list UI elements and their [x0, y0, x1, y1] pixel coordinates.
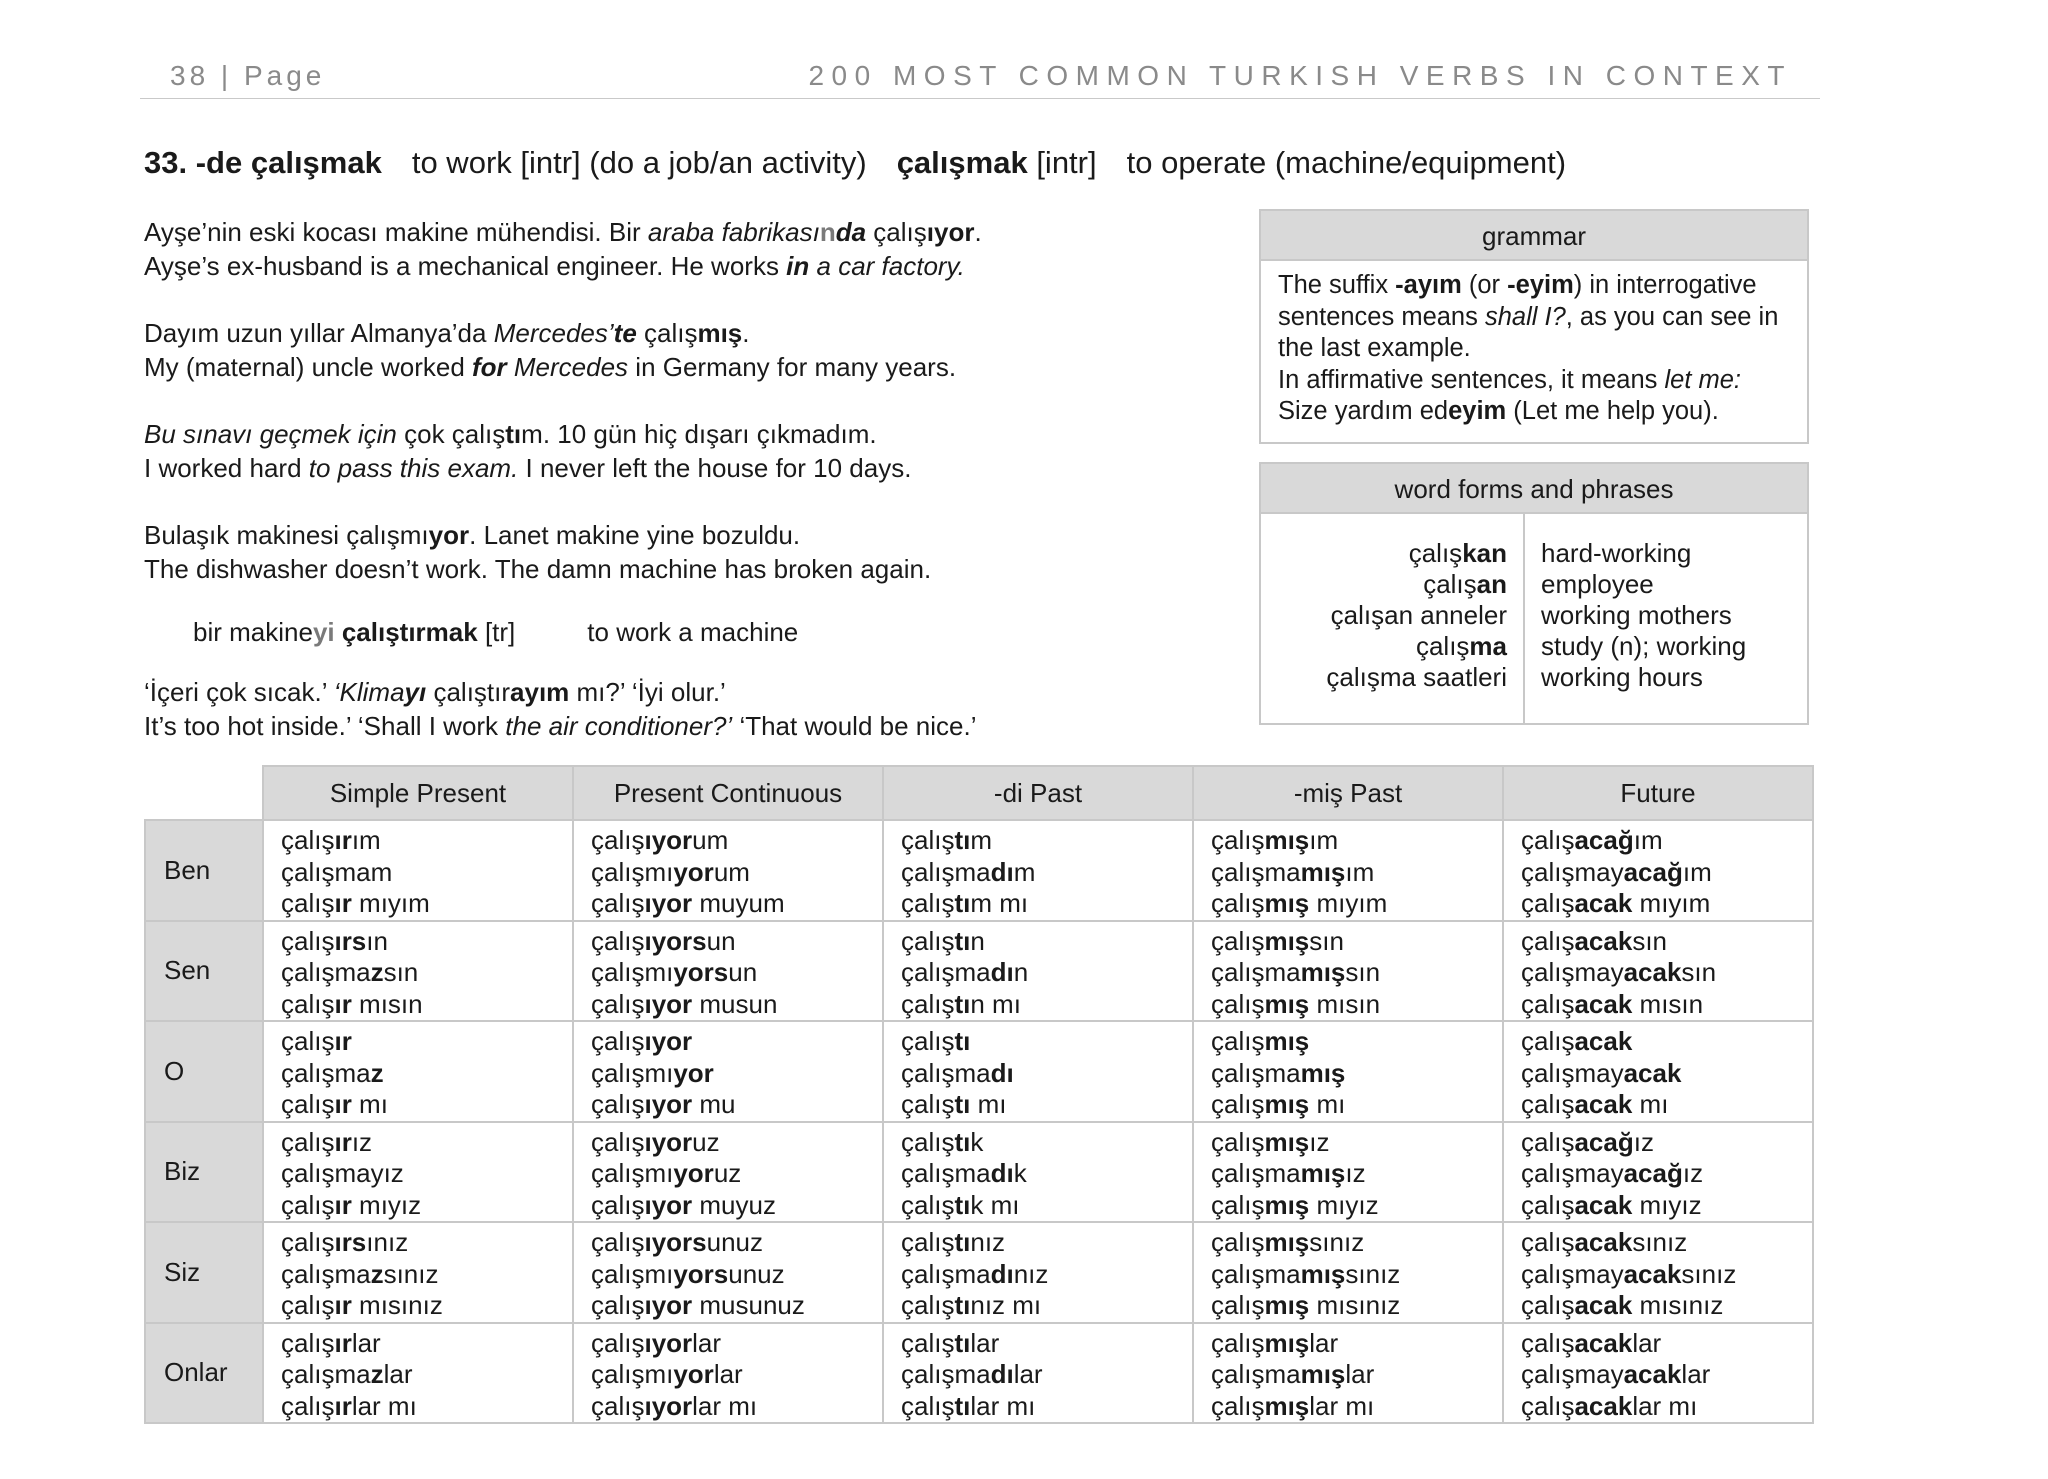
- conjugation-row: [145, 1021, 1813, 1122]
- conjugation-form: çalışmazlar: [281, 1359, 413, 1389]
- column-header: Present Continuous: [573, 766, 883, 820]
- conjugation-form: çalıştım: [901, 825, 993, 855]
- conjugation-form: çalışırsınız: [281, 1227, 409, 1257]
- conjugation-form: çalışmamış: [1211, 1057, 1346, 1088]
- conjugation-form: çalışmışız: [1211, 1126, 1330, 1157]
- conjugation-form: çalışmadık: [901, 1158, 1027, 1188]
- conjugation-form: çalışacak mısınız: [1521, 1290, 1724, 1320]
- conjugation-form: çalışacağım: [1521, 825, 1663, 855]
- example-english: I worked hard to pass this exam. I never left the house for 10 days.: [144, 453, 912, 483]
- conjugation-form: çalışırız: [281, 1126, 373, 1157]
- conjugation-cell: [883, 1122, 1193, 1223]
- conjugation-form: çalışır mı: [281, 1089, 388, 1119]
- conjugation-cell: [573, 1122, 883, 1223]
- conjugation-form: çalıştı mı: [901, 1089, 1007, 1119]
- conjugation-form: çalıştınız mı: [901, 1290, 1042, 1320]
- grammar-heading: grammar: [1261, 211, 1807, 261]
- conjugation-cell: [573, 1021, 883, 1122]
- conjugation-cell: [263, 921, 573, 1022]
- conjugation-form: çalışır mıyız: [281, 1189, 422, 1220]
- example-sentences: [144, 215, 1224, 743]
- column-header: Simple Present: [263, 766, 573, 820]
- conjugation-form: çalışıyorsun: [591, 925, 736, 956]
- conjugation-cell: [573, 921, 883, 1022]
- example-turkish: Ayşe’nin eski kocası makine mühendisi. Bir araba fabrikasında çalışıyor.: [144, 217, 982, 247]
- conjugation-form: çalışıyorum: [591, 825, 729, 855]
- conjugation-form: çalışmışsın: [1211, 925, 1344, 956]
- conjugation-form: çalışacak mısın: [1521, 988, 1704, 1019]
- word-forms-english: [1525, 514, 1807, 725]
- word-form-meaning: working mothers: [1541, 600, 1732, 630]
- pronoun-label: Siz: [145, 1222, 263, 1323]
- book-title: 200 MOST COMMON TURKISH VERBS IN CONTEXT: [808, 60, 1792, 91]
- pronoun-label: Onlar: [145, 1323, 263, 1424]
- conjugation-form: çalışırsın: [281, 925, 388, 956]
- word-form: çalışma saatleri: [1326, 662, 1507, 692]
- conjugation-cell: [1503, 1122, 1813, 1223]
- conjugation-form: çalışıyoruz: [591, 1126, 720, 1157]
- conjugation-cell: [883, 1021, 1193, 1122]
- conjugation-form: çalışmam: [281, 856, 393, 887]
- conjugation-form: çalışır: [281, 1026, 352, 1056]
- entry-number: 33.: [144, 145, 188, 180]
- conjugation-form: çalışırlar mı: [281, 1390, 417, 1421]
- word-form-meaning: working hours: [1541, 662, 1703, 692]
- conjugation-row: [145, 1222, 1813, 1323]
- word-form: çalışan anneler: [1330, 600, 1507, 630]
- conjugation-form: çalışmamışım: [1211, 856, 1375, 887]
- conjugation-form: çalışırım: [281, 825, 381, 855]
- example-english: It’s too hot inside.’ ‘Shall I work the air conditioner?’ ‘That would be nice.’: [144, 711, 977, 741]
- conjugation-form: çalışır mıyım: [281, 888, 430, 918]
- conjugation-cell: [1503, 1021, 1813, 1122]
- conjugation-form: çalışacak mı: [1521, 1089, 1669, 1119]
- conjugation-cell: [1193, 1122, 1503, 1223]
- conjugation-form: çalışmamışız: [1211, 1158, 1366, 1188]
- conjugation-cell: [1503, 1323, 1813, 1424]
- word-form: çalışma: [1415, 631, 1507, 661]
- conjugation-cell: [1193, 1222, 1503, 1323]
- conjugation-form: çalışmadılar: [901, 1359, 1043, 1389]
- word-forms-turkish: [1261, 514, 1525, 725]
- conjugation-cell: [883, 1323, 1193, 1424]
- conjugation-form: çalışmayacaklar: [1521, 1359, 1711, 1389]
- conjugation-form: çalışacak mıyım: [1521, 888, 1711, 918]
- conjugation-form: çalışmıyorlar: [591, 1359, 743, 1389]
- conjugation-row: [145, 921, 1813, 1022]
- grammar-body: [1261, 261, 1807, 428]
- conjugation-form: çalıştı: [901, 1026, 971, 1056]
- conjugation-form: çalıştık mı: [901, 1189, 1020, 1220]
- conjugation-row: [145, 1323, 1813, 1424]
- conjugation-body: [145, 820, 1813, 1423]
- example-english: My (maternal) uncle worked for Mercedes in Germany for many years.: [144, 352, 957, 382]
- conjugation-form: çalışıyor muyuz: [591, 1189, 776, 1220]
- conjugation-cell: [263, 1021, 573, 1122]
- grammar-line: the last example.: [1278, 334, 1471, 362]
- conjugation-form: çalışmıyorsunuz: [591, 1258, 785, 1289]
- conjugation-form: çalışacaklar mı: [1521, 1390, 1698, 1421]
- grammar-line: Size yardım edeyim (Let me help you).: [1278, 397, 1719, 425]
- conjugation-form: çalışmamışlar: [1211, 1359, 1375, 1389]
- column-header: -miş Past: [1193, 766, 1503, 820]
- conjugation-cell: [263, 1222, 573, 1323]
- conjugation-cell: [573, 820, 883, 921]
- example-turkish: ‘İçeri çok sıcak.’ ‘Klimayı çalıştırayım mı?’ ‘İyi olur.’: [144, 677, 726, 707]
- conjugation-cell: [263, 1323, 573, 1424]
- conjugation-form: çalışmadım: [901, 856, 1036, 887]
- conjugation-form: çalışır mısın: [281, 988, 423, 1019]
- conjugation-form: çalışmayacağım: [1521, 856, 1712, 887]
- conjugation-form: çalışmışlar mı: [1211, 1390, 1375, 1421]
- example-turkish: Bulaşık makinesi çalışmıyor. Lanet makine yine bozuldu.: [144, 520, 801, 550]
- conjugation-form: çalışacaksınız: [1521, 1227, 1688, 1257]
- conjugation-form: çalıştın mı: [901, 988, 1021, 1019]
- conjugation-form: çalışmıyorum: [591, 856, 750, 887]
- conjugation-table: [144, 765, 1814, 1424]
- conjugation-form: çalışacak: [1521, 1026, 1633, 1056]
- conjugation-form: çalışmışım: [1211, 825, 1339, 855]
- conjugation-form: çalışmadı: [901, 1057, 1014, 1088]
- conjugation-cell: [883, 820, 1193, 921]
- conjugation-form: çalışmış mıyız: [1211, 1189, 1379, 1220]
- conjugation-form: çalışıyorlar: [591, 1327, 722, 1358]
- conjugation-form: çalıştık: [901, 1126, 984, 1157]
- example-english: The dishwasher doesn’t work. The damn machine has broken again.: [144, 554, 932, 584]
- conjugation-form: çalışıyor mu: [591, 1089, 736, 1119]
- conjugation-form: çalışmayacaksın: [1521, 957, 1717, 987]
- pronoun-label: Biz: [145, 1122, 263, 1223]
- conjugation-form: çalışırlar: [281, 1327, 381, 1358]
- conjugation-form: çalışmış mısın: [1211, 988, 1381, 1019]
- conjugation-form: çalıştım mı: [901, 888, 1029, 918]
- word-forms-table: [1261, 514, 1807, 725]
- conjugation-form: çalıştın: [901, 925, 985, 956]
- corner-cell: [145, 766, 263, 820]
- conjugation-cell: [883, 1222, 1193, 1323]
- conjugation-header-row: [145, 766, 1813, 820]
- word-forms-heading: word forms and phrases: [1261, 464, 1807, 514]
- conjugation-form: çalışmamışsın: [1211, 957, 1381, 987]
- conjugation-form: çalışıyorlar mı: [591, 1390, 758, 1421]
- conjugation-form: çalışıyor: [591, 1026, 693, 1056]
- conjugation-form: çalışmış: [1211, 1026, 1310, 1056]
- conjugation-form: çalışmadınız: [901, 1258, 1049, 1289]
- word-form: çalışan: [1423, 569, 1507, 599]
- phrase-turkish: bir makineyi çalıştırmak [tr]: [193, 617, 516, 647]
- conjugation-form: çalışmayacağız: [1521, 1158, 1704, 1188]
- column-header: Future: [1503, 766, 1813, 820]
- pronoun-label: O: [145, 1021, 263, 1122]
- conjugation-form: çalıştılar mı: [901, 1390, 1036, 1421]
- entry-verb-primary: -de çalışmak: [195, 145, 382, 180]
- conjugation-form: çalışacak mıyız: [1521, 1189, 1702, 1220]
- conjugation-form: çalışmazsınız: [281, 1258, 439, 1289]
- conjugation-cell: [1193, 820, 1503, 921]
- phrase-example: [144, 615, 1224, 649]
- conjugation-form: çalışmayız: [281, 1158, 404, 1188]
- conjugation-form: çalışmış mı: [1211, 1089, 1346, 1119]
- conjugation-cell: [883, 921, 1193, 1022]
- conjugation-cell: [573, 1323, 883, 1424]
- conjugation-form: çalıştılar: [901, 1327, 1000, 1358]
- conjugation-cell: [263, 820, 573, 921]
- conjugation-cell: [1193, 921, 1503, 1022]
- example-turkish: Bu sınavı geçmek için çok çalıştım. 10 gün hiç dışarı çıkmadım.: [144, 419, 877, 449]
- conjugation-form: çalışmışlar: [1211, 1327, 1339, 1358]
- conjugation-row: [145, 1122, 1813, 1223]
- entry-verb-secondary-note: [intr]: [1036, 145, 1097, 180]
- conjugation-form: çalışıyor muyum: [591, 888, 785, 918]
- conjugation-form: çalıştınız: [901, 1227, 1006, 1257]
- conjugation-form: çalışmıyoruz: [591, 1158, 742, 1188]
- conjugation-cell: [263, 1122, 573, 1223]
- grammar-line: The suffix -ayım (or -eyim) in interrogative: [1278, 271, 1757, 299]
- column-header: -di Past: [883, 766, 1193, 820]
- grammar-line: sentences means shall I?, as you can see in: [1278, 302, 1779, 331]
- word-form-meaning: employee: [1541, 569, 1654, 599]
- conjugation-cell: [1503, 820, 1813, 921]
- word-forms-box: [1259, 462, 1809, 725]
- entry-verb-secondary: çalışmak: [896, 145, 1028, 180]
- example-english: Ayşe’s ex-husband is a mechanical engineer. He works in a car factory.: [144, 251, 965, 281]
- conjugation-form: çalışır mısınız: [281, 1290, 443, 1320]
- conjugation-form: çalışmış mıyım: [1211, 888, 1388, 918]
- conjugation-form: çalışıyor musunuz: [591, 1290, 805, 1320]
- conjugation-cell: [573, 1222, 883, 1323]
- entry-meaning-secondary: to operate (machine/equipment): [1126, 145, 1567, 180]
- conjugation-form: çalışmıyor: [591, 1057, 714, 1088]
- grammar-line: In affirmative sentences, it means let me:: [1278, 365, 1741, 394]
- conjugation-form: çalışacağız: [1521, 1126, 1654, 1157]
- entry-title: [144, 145, 1566, 181]
- conjugation-form: çalışmamışsınız: [1211, 1258, 1401, 1289]
- conjugation-row: [145, 820, 1813, 921]
- conjugation-cell: [1503, 921, 1813, 1022]
- conjugation-form: çalışmaz: [281, 1057, 384, 1088]
- conjugation-form: çalışacaklar: [1521, 1327, 1662, 1358]
- conjugation-cell: [1193, 1323, 1503, 1424]
- pronoun-label: Sen: [145, 921, 263, 1022]
- word-form: çalışkan: [1408, 538, 1507, 568]
- pronoun-label: Ben: [145, 820, 263, 921]
- page-header: [140, 58, 1820, 99]
- word-form-meaning: hard-working: [1541, 538, 1692, 568]
- conjugation-form: çalışıyorsunuz: [591, 1227, 764, 1257]
- conjugation-form: çalışmadın: [901, 957, 1029, 987]
- conjugation-form: çalışacaksın: [1521, 925, 1667, 956]
- conjugation-cell: [1193, 1021, 1503, 1122]
- example-turkish: Dayım uzun yıllar Almanya’da Mercedes’te çalışmış.: [144, 318, 750, 348]
- conjugation-form: çalışmışsınız: [1211, 1227, 1365, 1257]
- conjugation-form: çalışıyor musun: [591, 988, 778, 1019]
- conjugation-form: çalışmayacak: [1521, 1057, 1682, 1088]
- conjugation-form: çalışmış mısınız: [1211, 1290, 1401, 1320]
- conjugation-form: çalışmazsın: [281, 957, 419, 987]
- conjugation-form: çalışmıyorsun: [591, 957, 758, 987]
- phrase-english: to work a machine: [587, 617, 799, 647]
- conjugation-cell: [1503, 1222, 1813, 1323]
- word-form-meaning: study (n); working: [1541, 631, 1747, 661]
- page-number: 38 | Page: [170, 60, 326, 91]
- entry-meaning-primary: to work [intr] (do a job/an activity): [411, 145, 867, 180]
- grammar-box: [1259, 209, 1809, 444]
- conjugation-form: çalışmayacaksınız: [1521, 1258, 1737, 1289]
